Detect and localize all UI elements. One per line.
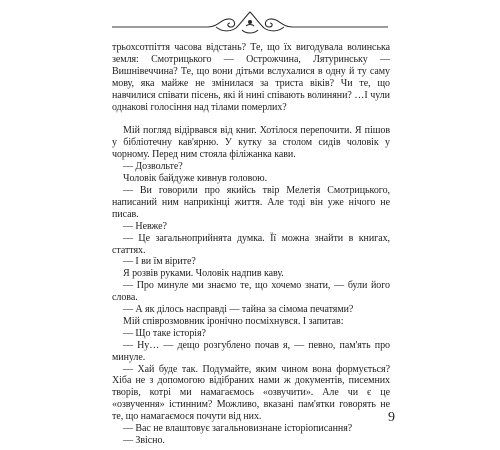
paragraph: — Ви говорили про якийсь твір Мелетія Смотрицького, написаний ним наприкінці життя. Але тоді він уже нічого не писав. bbox=[112, 184, 390, 220]
paragraph: — Дозвольте? bbox=[123, 161, 183, 173]
paragraph: — Звісно. bbox=[123, 435, 165, 446]
paragraph: трьохсотпіття часова відстань? Те, що їх вигодувала волинська земля: Смотрицького — Острожчина, Лятуринську — Вишнівеччина? Те, що вони дітьми вслухалися в одну й ту саму мову, яка майже не змінилася за триста віків? Чи те, що навчилися співати пісень, які й нині співають волиняни? …І чули однакові голосіння над тілами померлих? bbox=[112, 42, 390, 113]
flourish-divider-icon bbox=[112, 10, 388, 38]
paragraph: — Вас не влаштовує загальновизнане історіописання? bbox=[123, 423, 353, 435]
paragraph: — Хай буде так. Подумайте, яким чином вона формується? Хіба не з допомогою відібраних нами ж документів, писемних творів, котрі ми намагаємось «озвучити». Але чи є це «озвучення» істинним? Можливо, вказані пам'ятки говорять не те, що намагаємося почути від них. bbox=[112, 363, 390, 423]
paragraph: Я розвів руками. Чоловік надпив каву. bbox=[123, 268, 284, 280]
paragraph: — Це загальноприйнята думка. Її можна знайти в книгах, статтях. bbox=[112, 232, 390, 256]
paragraph: — Про минуле ми знаємо те, що хочемо знати, — були його слова. bbox=[112, 280, 390, 304]
body-text bbox=[112, 42, 390, 447]
paragraph: Мій співрозмовник іронічно посміхнувся. І запитав: bbox=[123, 315, 344, 327]
paragraph: — Невже? bbox=[123, 220, 167, 232]
paragraph: — А як ділось насправді — тайна за сімома печатями? bbox=[123, 304, 354, 316]
paragraph: Чоловік байдуже кивнув головою. bbox=[123, 173, 268, 185]
paragraph: — І ви їм вірите? bbox=[123, 256, 196, 268]
paragraph: — Що таке історія? bbox=[123, 327, 206, 339]
page-number: 9 bbox=[388, 410, 395, 425]
paragraph: Мій погляд відірвався від книг. Хотілося перепочити. Я пішов у бібліотечну кав'ярню. У кутку за столом сидів чоловік у чорному. Перед ним стояла філіжанка кави. bbox=[112, 125, 390, 161]
paragraph: — Ну… — дещо розгублено почав я, — певно, пам'ять про минуле. bbox=[112, 339, 390, 363]
